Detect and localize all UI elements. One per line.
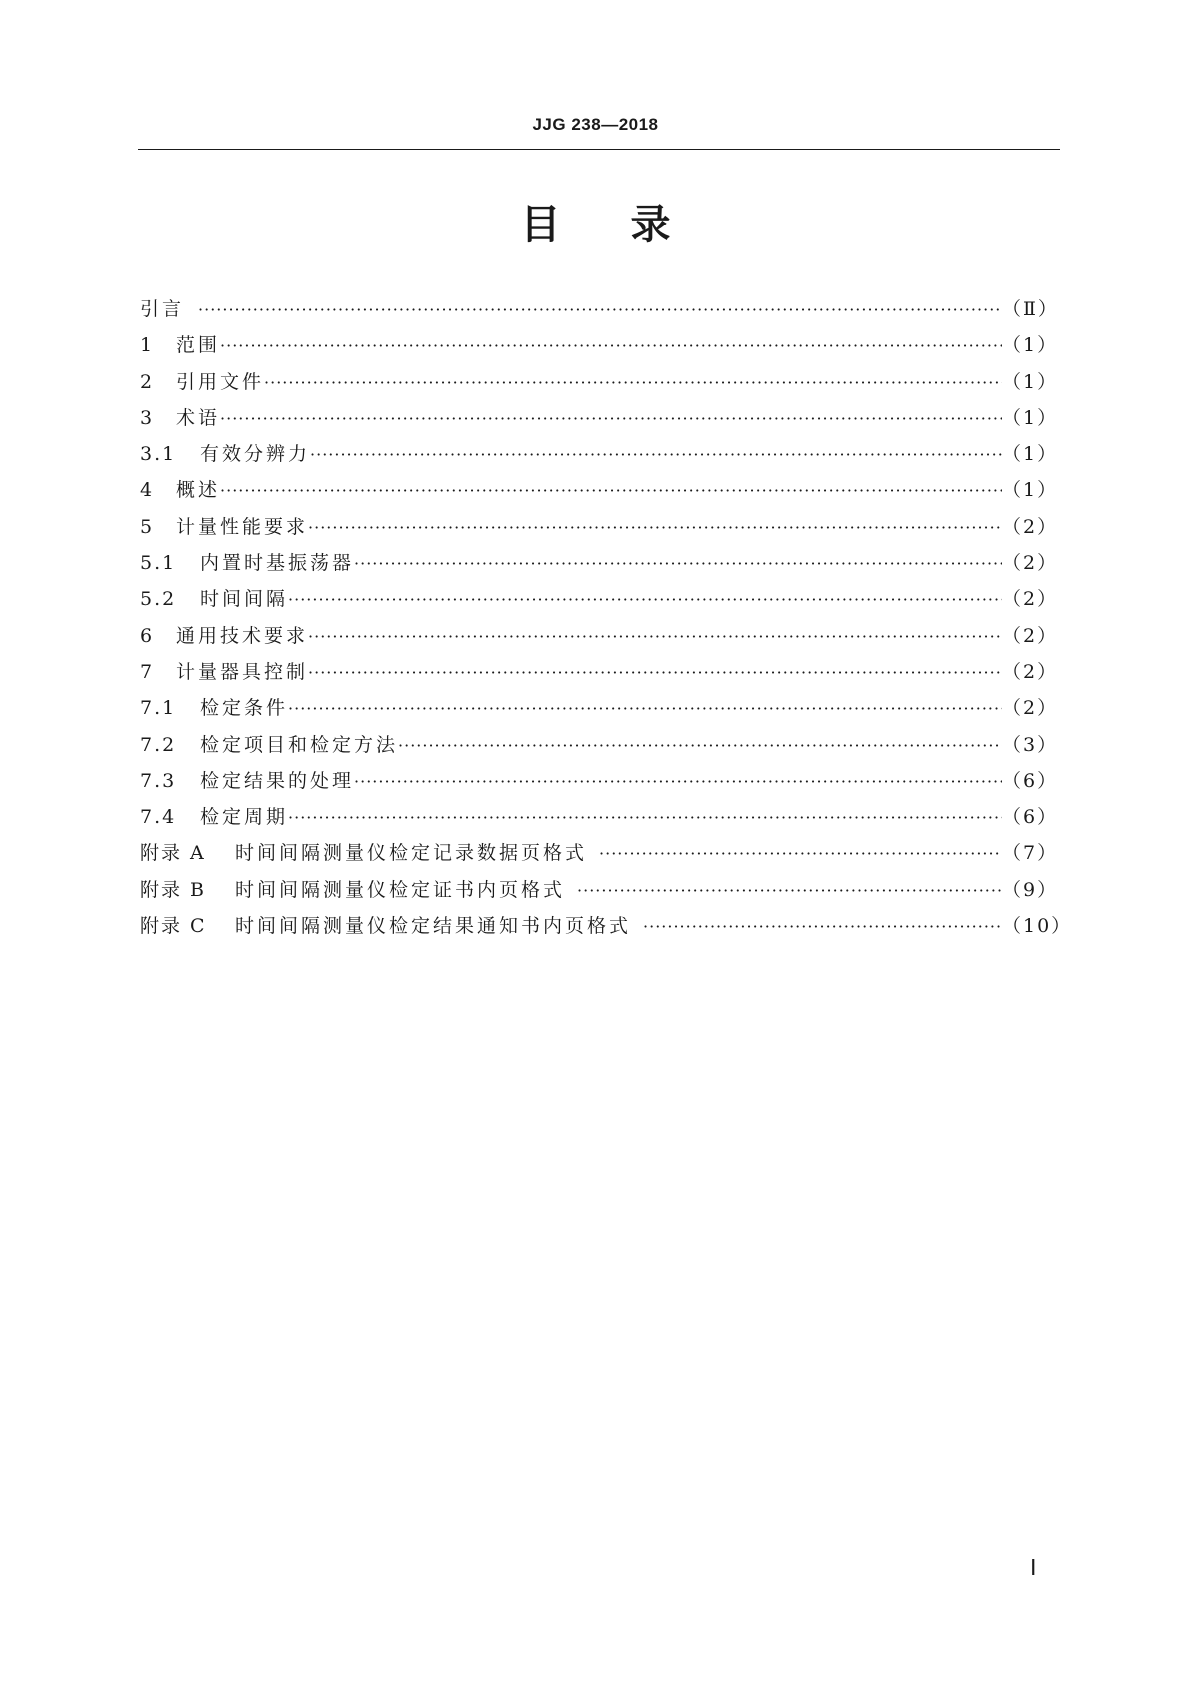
toc-entry-number: 5.2	[140, 588, 177, 611]
toc-entry[interactable]	[140, 835, 1058, 871]
toc-dot-leader	[288, 800, 1002, 836]
toc-entry-page: （1）	[1002, 443, 1059, 466]
toc-entry[interactable]	[140, 327, 1058, 363]
page-number: Ⅰ	[1030, 1555, 1037, 1580]
toc-dot-leader	[354, 764, 1002, 800]
toc-entry-label: 检定结果的处理	[200, 769, 355, 792]
toc-dot-leader	[288, 582, 1002, 618]
toc-entry[interactable]	[140, 472, 1058, 508]
toc-entry-number: 7.4	[140, 806, 177, 829]
toc-dot-leader	[264, 365, 1002, 401]
toc-entry-label: 检定项目和检定方法	[200, 733, 399, 756]
toc-dot-leader	[599, 836, 1002, 872]
toc-entry[interactable]	[140, 654, 1058, 690]
toc-entry[interactable]	[140, 509, 1058, 545]
toc-entry-number: 1	[140, 334, 155, 357]
toc-dot-leader	[577, 873, 1002, 909]
toc-entry-label: 时间间隔测量仪检定记录数据页格式	[235, 842, 588, 865]
toc-entry-label: 检定周期	[200, 806, 289, 829]
toc-entry-page: （1）	[1002, 334, 1059, 357]
toc-entry[interactable]	[140, 727, 1058, 763]
toc-entry-number: 5	[140, 515, 155, 538]
toc-entry-label: 概述	[176, 479, 221, 502]
toc-entry-label: 内置时基振荡器	[200, 552, 355, 575]
toc-dot-leader	[288, 691, 1002, 727]
toc-entry-number: 7.1	[140, 697, 177, 720]
toc-entry-number: 6	[140, 624, 155, 647]
toc-entry-page: （2）	[1002, 660, 1059, 683]
toc-entry-page: （Ⅱ）	[1002, 298, 1059, 320]
toc-entry-label: 引言	[140, 298, 185, 320]
toc-entry-page: （1）	[1002, 479, 1059, 502]
table-of-contents	[140, 291, 1073, 944]
toc-entry-number: 7.2	[140, 733, 177, 756]
toc-entry[interactable]	[140, 364, 1058, 400]
toc-entry-page: （1）	[1002, 370, 1059, 393]
title-char-2: 录	[630, 202, 671, 248]
toc-entry-number: 附录 A	[140, 842, 206, 865]
toc-dot-leader	[308, 619, 1002, 655]
toc-entry-page: （7）	[1002, 842, 1059, 865]
toc-entry-label: 时间间隔测量仪检定结果通知书内页格式	[235, 915, 632, 938]
toc-entry[interactable]	[140, 872, 1058, 908]
toc-entry-page: （9）	[1002, 878, 1059, 901]
toc-entry[interactable]	[140, 690, 1058, 726]
toc-entry-page: （3）	[1002, 733, 1059, 756]
toc-entry-page: （6）	[1002, 806, 1059, 829]
toc-entry[interactable]	[140, 400, 1058, 436]
toc-entry-page: （10）	[1002, 915, 1073, 938]
toc-entry-page: （2）	[1002, 588, 1059, 611]
toc-entry-number: 5.1	[140, 552, 177, 575]
toc-entry-label: 检定条件	[200, 697, 289, 720]
toc-entry-label: 通用技术要求	[176, 624, 309, 647]
toc-entry-page: （6）	[1002, 769, 1059, 792]
toc-entry-number: 7.3	[140, 769, 177, 792]
toc-dot-leader	[220, 328, 1002, 364]
toc-dot-leader	[398, 728, 1002, 764]
toc-entry-label: 计量器具控制	[176, 660, 309, 683]
toc-entry-label: 时间间隔	[200, 588, 289, 611]
toc-entry[interactable]	[140, 291, 1058, 327]
toc-dot-leader	[310, 437, 1002, 473]
toc-entry-label: 引用文件	[176, 370, 265, 393]
page-title	[0, 200, 1191, 250]
toc-entry-page: （1）	[1002, 406, 1059, 429]
toc-entry[interactable]	[140, 763, 1058, 799]
toc-entry-label: 有效分辨力	[200, 443, 311, 466]
toc-entry-number: 7	[140, 660, 155, 683]
document-code-header: JJG 238—2018	[532, 115, 659, 134]
toc-dot-leader	[354, 546, 1002, 582]
toc-entry[interactable]	[140, 436, 1058, 472]
toc-entry-label: 时间间隔测量仪检定证书内页格式	[235, 878, 566, 901]
toc-entry-number: 2	[140, 370, 155, 393]
toc-entry-number: 附录 C	[140, 915, 207, 938]
toc-entry-number: 3	[140, 406, 155, 429]
toc-dot-leader	[220, 473, 1002, 509]
toc-entry[interactable]	[140, 618, 1058, 654]
toc-entry-number: 3.1	[140, 443, 177, 466]
toc-dot-leader	[220, 401, 1002, 437]
toc-dot-leader	[643, 909, 1002, 945]
toc-entry[interactable]	[140, 908, 1073, 944]
toc-entry-page: （2）	[1002, 697, 1059, 720]
toc-entry-page: （2）	[1002, 515, 1059, 538]
title-char-1: 目	[520, 202, 561, 248]
toc-entry-label: 术语	[176, 406, 221, 429]
toc-entry-number: 附录 B	[140, 878, 207, 901]
toc-dot-leader	[308, 510, 1002, 546]
toc-entry-number: 4	[140, 479, 155, 502]
toc-entry-label: 计量性能要求	[176, 515, 309, 538]
toc-entry[interactable]	[140, 545, 1058, 581]
toc-entry-page: （2）	[1002, 552, 1059, 575]
toc-entry-label: 范围	[176, 334, 221, 357]
header-rule	[138, 149, 1060, 150]
toc-entry-page: （2）	[1002, 624, 1059, 647]
toc-entry[interactable]	[140, 799, 1058, 835]
toc-dot-leader	[308, 655, 1002, 691]
toc-dot-leader	[198, 292, 1002, 328]
toc-entry[interactable]	[140, 581, 1058, 617]
